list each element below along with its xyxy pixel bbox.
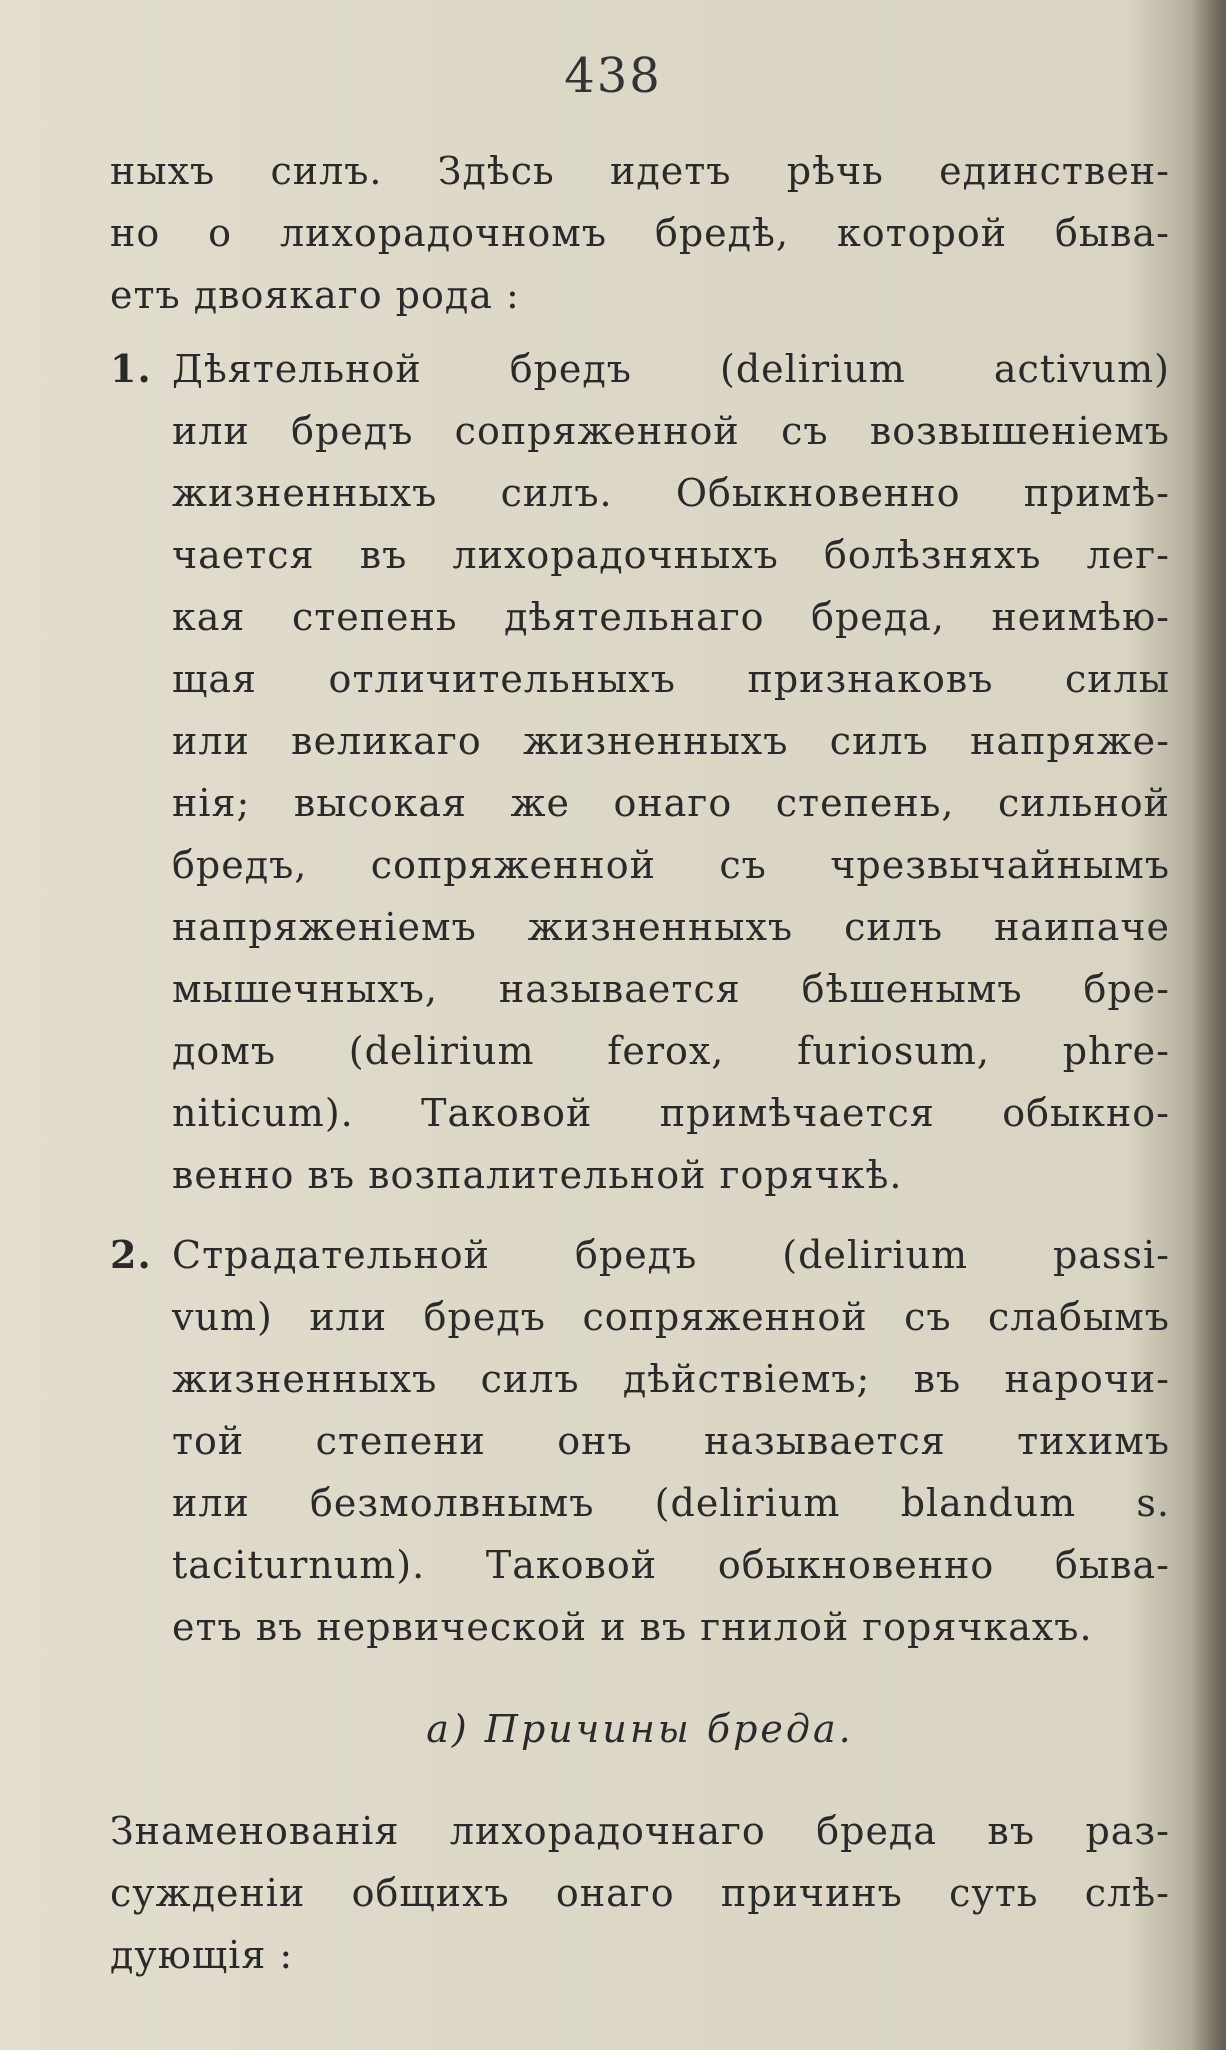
text-line: vum) или бредъ сопряженной съ слабымъ xyxy=(172,1295,1170,1339)
text-line: или безмолвнымъ (delirium blandum s. xyxy=(172,1481,1170,1525)
text-line: taciturnum). Таковой обыкновенно быва- xyxy=(172,1543,1170,1587)
text-line: етъ въ нервической и въ гнилой горячкахъ. xyxy=(172,1605,1093,1649)
text-line: етъ двоякаго рода : xyxy=(110,273,520,317)
text-line: niticum). Таковой примѣчается обыкно- xyxy=(172,1091,1170,1135)
text-line: Страдательной бредъ (delirium passi- xyxy=(172,1233,1170,1277)
text-line: жизненныхъ силъ. Обыкновенно примѣ- xyxy=(172,471,1170,515)
text-line: домъ (delirium ferox, furiosum, phre- xyxy=(172,1029,1170,1073)
text-line: Знаменованія лихорадочнаго бреда въ раз- xyxy=(110,1809,1170,1853)
text-line: или бредъ сопряженной съ возвышеніемъ xyxy=(172,409,1170,453)
section-heading: а) Причины бреда. xyxy=(426,1707,854,1751)
text-line: мышечныхъ, называется бѣшенымъ бре- xyxy=(172,967,1170,1011)
text-line: дующія : xyxy=(110,1933,294,1977)
page-body xyxy=(110,140,1170,1986)
text-line: бредъ, сопряженной съ чрезвычайнымъ xyxy=(172,843,1170,887)
text-line: жизненныхъ силъ дѣйствіемъ; въ нарочи- xyxy=(172,1357,1170,1401)
list-item-2 xyxy=(110,1224,1170,1658)
text-line: щая отличительныхъ признаковъ силы xyxy=(172,657,1170,701)
text-line: той степени онъ называется тихимъ xyxy=(172,1419,1170,1463)
text-line: напряженіемъ жизненныхъ силъ наипаче xyxy=(172,905,1170,949)
item-number: 2. xyxy=(110,1232,152,1277)
text-line: кая степень дѣятельнаго бреда, неимѣю- xyxy=(172,595,1170,639)
text-line: нія; высокая же онаго степень, сильной xyxy=(172,781,1170,825)
item-number: 1. xyxy=(110,346,152,391)
text-line: но о лихорадочномъ бредѣ, которой быва- xyxy=(110,211,1170,255)
page-number: 438 xyxy=(564,48,662,104)
page-gutter-shadow xyxy=(1192,0,1226,2050)
intro-paragraph xyxy=(110,140,1170,326)
text-line: ныхъ силъ. Здѣсь идетъ рѣчь единствен- xyxy=(110,149,1170,193)
text-line: или великаго жизненныхъ силъ напряже- xyxy=(172,719,1170,763)
closing-paragraph xyxy=(110,1800,1170,1986)
list-item-1 xyxy=(110,338,1170,1206)
text-line: Дѣятельной бредъ (delirium activum) xyxy=(172,347,1170,391)
text-line: венно въ возпалительной горячкѣ. xyxy=(172,1153,903,1197)
text-line: чается въ лихорадочныхъ болѣзняхъ лег- xyxy=(172,533,1170,577)
text-line: сужденіи общихъ онаго причинъ суть слѣ- xyxy=(110,1871,1170,1915)
